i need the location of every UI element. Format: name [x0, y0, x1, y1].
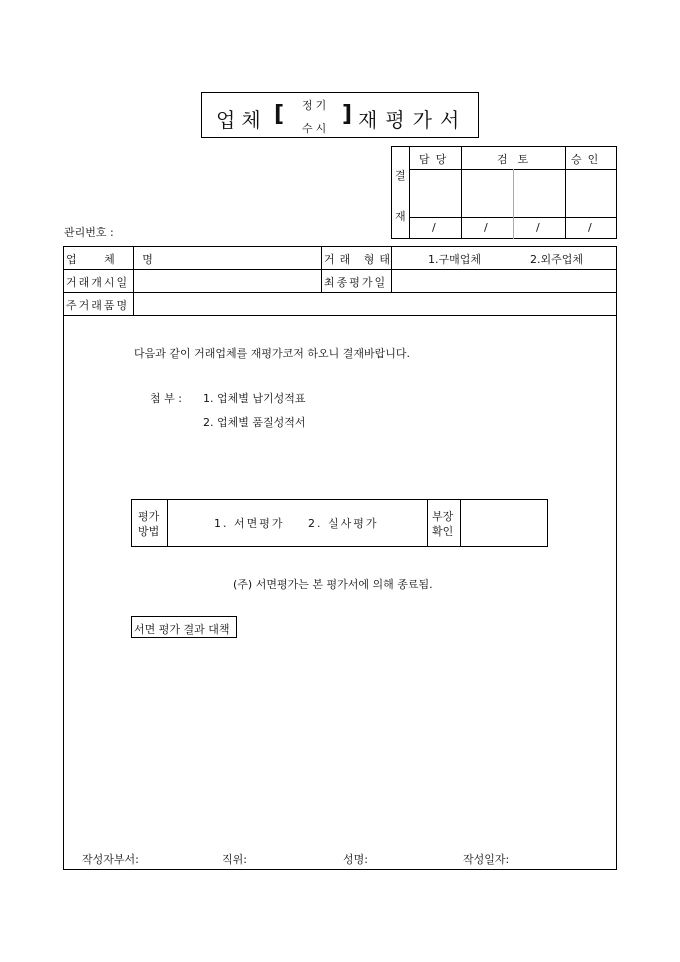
title-option-regular: 정기 [302, 99, 330, 112]
method-option-site: 2. 실사평가 [308, 517, 379, 530]
last-eval-label: 최종평가일 [324, 276, 388, 289]
evaluation-method-box [131, 499, 548, 547]
method-label-line2: 방법 [138, 525, 160, 538]
approval-header-charge: 담당 [419, 153, 453, 166]
approval-date-2: / [484, 221, 488, 234]
attach-label: 첨 부 : [150, 392, 182, 405]
approval-box [391, 146, 617, 239]
info-table [63, 246, 617, 316]
approval-header-approve: 승인 [571, 153, 605, 166]
footer-position: 직위: [222, 853, 247, 866]
method-label-line1: 평가 [138, 510, 160, 523]
attach-item-delivery: 1. 업체별 납기성적표 [203, 392, 306, 405]
title-left: 업체 [216, 108, 267, 132]
approval-side-bottom: 재 [395, 210, 406, 223]
trade-start-label: 거래개시일 [66, 276, 130, 289]
trade-type-label: 거래 형태 [324, 253, 396, 266]
title-option-occasional: 수시 [302, 122, 330, 135]
attach-item-quality: 2. 업체별 품질성적서 [203, 416, 306, 429]
footer-author-dept: 작성자부서: [82, 853, 139, 866]
approval-header-review: 검토 [497, 153, 539, 166]
approval-date-1: / [432, 221, 436, 234]
intro-text: 다음과 같이 거래업체를 재평가코저 하오니 결재바랍니다. [134, 347, 411, 360]
approval-side-top: 결 [395, 169, 406, 182]
title-bracket-open: [ [274, 102, 285, 127]
note-text: (주) 서면평가는 본 평가서에 의해 종료됨. [233, 578, 433, 591]
main-item-label: 주거래품명 [66, 299, 130, 312]
main-body [63, 316, 617, 870]
title-bracket-close: ] [342, 102, 353, 127]
approval-date-4: / [588, 221, 592, 234]
management-number-label: 관리번호 : [64, 226, 114, 239]
document-title [201, 92, 479, 138]
manager-confirm-line1: 부장 [432, 510, 454, 523]
manager-confirm-line2: 확인 [432, 525, 454, 538]
footer-date: 작성일자: [463, 853, 510, 866]
footer-name: 성명: [343, 853, 368, 866]
result-measures-box [131, 616, 237, 638]
company-name-label: 업 체 명 [66, 253, 165, 266]
method-option-document: 1. 서면평가 [214, 517, 285, 530]
trade-type-option-outsource: 2.외주업체 [530, 253, 583, 266]
trade-type-option-purchase: 1.구매업체 [428, 253, 481, 266]
title-right: 재평가서 [358, 108, 468, 132]
approval-date-3: / [536, 221, 540, 234]
result-measures-label: 서면 평가 결과 대책 [134, 623, 230, 636]
